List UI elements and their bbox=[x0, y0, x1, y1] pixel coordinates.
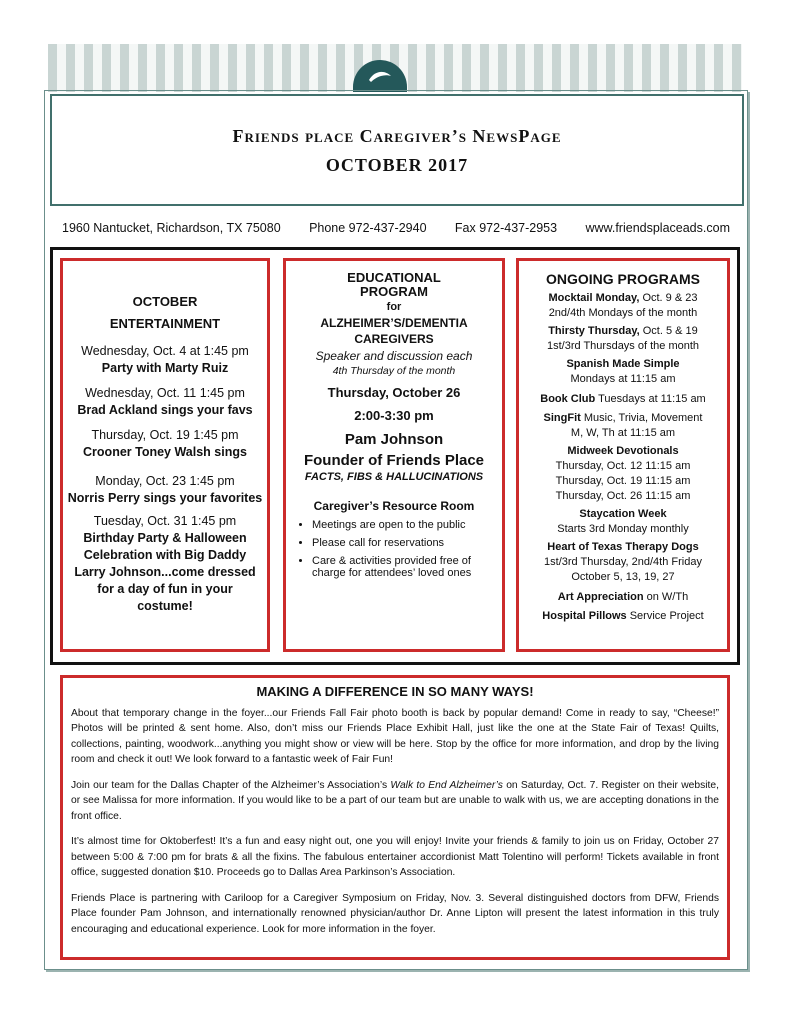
speaker-title: Founder of Friends Place bbox=[303, 452, 485, 469]
program-detail: 1st/3rd Thursdays of the month bbox=[546, 340, 700, 352]
event-desc: Birthday Party & Halloween Celebration with Big Daddy Larry Johnson...come dressed for a day of fun in your costume! bbox=[74, 531, 256, 613]
phone: Phone 972-437-2940 bbox=[309, 221, 427, 235]
event-date: Monday, Oct. 23 1:45 pm bbox=[95, 474, 235, 488]
education-time: 2:00-3:30 pm bbox=[354, 408, 434, 423]
program-name: Hospital Pillows bbox=[542, 610, 627, 622]
program-detail: Oct. 9 & 23 bbox=[639, 292, 698, 304]
program-detail: October 5, 13, 19, 27 bbox=[571, 571, 675, 583]
program-name: Thirsty Thursday, bbox=[548, 325, 640, 337]
program-name: Book Club bbox=[540, 393, 596, 405]
list-item: • Care & activities provided free of charge for attendees’ loved ones bbox=[312, 555, 502, 579]
program-detail: on W/Th bbox=[643, 591, 689, 603]
education-date: Thursday, October 26 bbox=[327, 385, 461, 400]
program-detail: Mondays at 11:15 am bbox=[570, 373, 676, 385]
event-desc: Crooner Toney Walsh sings bbox=[83, 445, 247, 459]
program-detail: M, W, Th at 11:15 am bbox=[570, 427, 676, 439]
program-detail: Thursday, Oct. 12 11:15 am bbox=[555, 460, 691, 472]
ongoing-column bbox=[516, 258, 730, 652]
event-desc: Party with Marty Ruiz bbox=[101, 361, 229, 375]
program-name: Art Appreciation bbox=[557, 591, 644, 603]
program-detail: Tuesdays at 11:15 am bbox=[595, 393, 706, 405]
list-item: • Meetings are open to the public bbox=[312, 519, 502, 531]
speaker-name: Pam Johnson bbox=[344, 431, 444, 448]
event-date: Tuesday, Oct. 31 1:45 pm bbox=[93, 514, 237, 528]
contact-bar bbox=[50, 212, 742, 244]
resource-heading: Caregiver’s Resource Room bbox=[313, 499, 475, 513]
entertainment-column bbox=[60, 258, 270, 652]
event-desc: Brad Ackland sings your favs bbox=[77, 403, 253, 417]
program-detail: Thursday, Oct. 26 11:15 am bbox=[555, 490, 691, 502]
fax: Fax 972-437-2953 bbox=[454, 221, 558, 235]
program-detail: 2nd/4th Mondays of the month bbox=[548, 307, 698, 319]
event-date: Thursday, Oct. 19 1:45 pm bbox=[91, 428, 239, 442]
title-box bbox=[50, 94, 744, 206]
news-paragraph: About that temporary change in the foyer...our Friends Fall Fair photo booth is back by popular demand! Come in ready to say, “Cheese!” Photos will be printed & sent home. Also, don’t miss our Friends Place Exhibit Hall, just like the one at the State Fair of Texas! Quilts, collections, painting, woodwork...anything you might show or view will be here. Stop by the office for more information, and drop by the living room and check it out! We look forward to a fantastic week of Fair Fun! bbox=[71, 707, 719, 765]
ongoing-heading: ONGOING PROGRAMS bbox=[545, 271, 700, 287]
program-name: Spanish Made Simple bbox=[566, 358, 680, 370]
resource-list bbox=[286, 519, 502, 579]
program-detail: Music, Trivia, Movement bbox=[580, 412, 703, 424]
newsletter-title: Friends place Caregiver’s NewsPage bbox=[232, 126, 562, 146]
event-date: Wednesday, Oct. 11 1:45 pm bbox=[85, 386, 245, 400]
program-name: Mocktail Monday, bbox=[548, 292, 640, 304]
education-column bbox=[283, 258, 505, 652]
list-item: • Please call for reservations bbox=[312, 537, 502, 549]
education-for: for bbox=[386, 301, 402, 313]
website-link[interactable]: www.friendsplaceads.com bbox=[585, 221, 730, 235]
event-desc: Norris Perry sings your favorites bbox=[67, 491, 263, 505]
program-name: Staycation Week bbox=[579, 508, 667, 520]
education-heading: EDUCATIONAL PROGRAM bbox=[347, 270, 441, 299]
news-paragraph: Join our team for the Dallas Chapter of the Alzheimer’s Association’s Walk to End Alzheimer’s on Saturday, Oct. 7. Register on their website, or see Malissa for more information. If you would like to be a part of our team but are unable to walk with us, we are accepting donations in the front office. bbox=[71, 779, 719, 822]
program-name: Midweek Devotionals bbox=[567, 445, 679, 457]
program-detail: Oct. 5 & 19 bbox=[639, 325, 698, 337]
event-date: Wednesday, Oct. 4 at 1:45 pm bbox=[81, 344, 249, 358]
program-detail: Thursday, Oct. 19 11:15 am bbox=[555, 475, 691, 487]
program-name: SingFit bbox=[543, 412, 581, 424]
education-sub2: 4th Thursday of the month bbox=[332, 365, 456, 377]
talk-topic: FACTS, FIBS & HALLUCINATIONS bbox=[304, 471, 484, 483]
news-paragraph: It’s almost time for Oktoberfest! It’s a fun and easy night out, one you will enjoy! Invite your friends & family to join us on Friday, October 27 between 5:00 & 7:00 pm for brats & all the fixins. The fabulous entertainer accordionist Matt Tolentino will perform! Tickets available in front office, suggested donation $10. Proceeds go to Dallas Area Parkinson’s Association. bbox=[71, 836, 719, 878]
newsletter-date: OCTOBER 2017 bbox=[325, 155, 469, 175]
entertainment-heading: OCTOBER ENTERTAINMENT bbox=[109, 294, 221, 331]
program-detail: Service Project bbox=[626, 610, 704, 622]
program-name: Heart of Texas Therapy Dogs bbox=[547, 541, 699, 553]
news-paragraph: Friends Place is partnering with Cariloop for a Caregiver Symposium on Friday, Nov. 3. Several distinguished doctors from DFW, Friends Place founder Pam Johnson, and internationally renowned physician/author Dr. Anne Lipton will present the latest information in this truly encouraging and educational experience. Look for more information in the foyer. bbox=[71, 892, 719, 935]
address: 1960 Nantucket, Richardson, TX 75080 bbox=[62, 221, 281, 235]
program-detail: Starts 3rd Monday monthly bbox=[557, 523, 689, 535]
news-box bbox=[60, 675, 730, 960]
education-sub1: Speaker and discussion each bbox=[315, 349, 473, 363]
program-detail: 1st/3rd Thursday, 2nd/4th Friday bbox=[544, 556, 702, 568]
news-heading: MAKING A DIFFERENCE IN SO MANY WAYS! bbox=[256, 684, 534, 699]
education-audience: ALZHEIMER’S/DEMENTIA CAREGIVERS bbox=[320, 316, 468, 346]
